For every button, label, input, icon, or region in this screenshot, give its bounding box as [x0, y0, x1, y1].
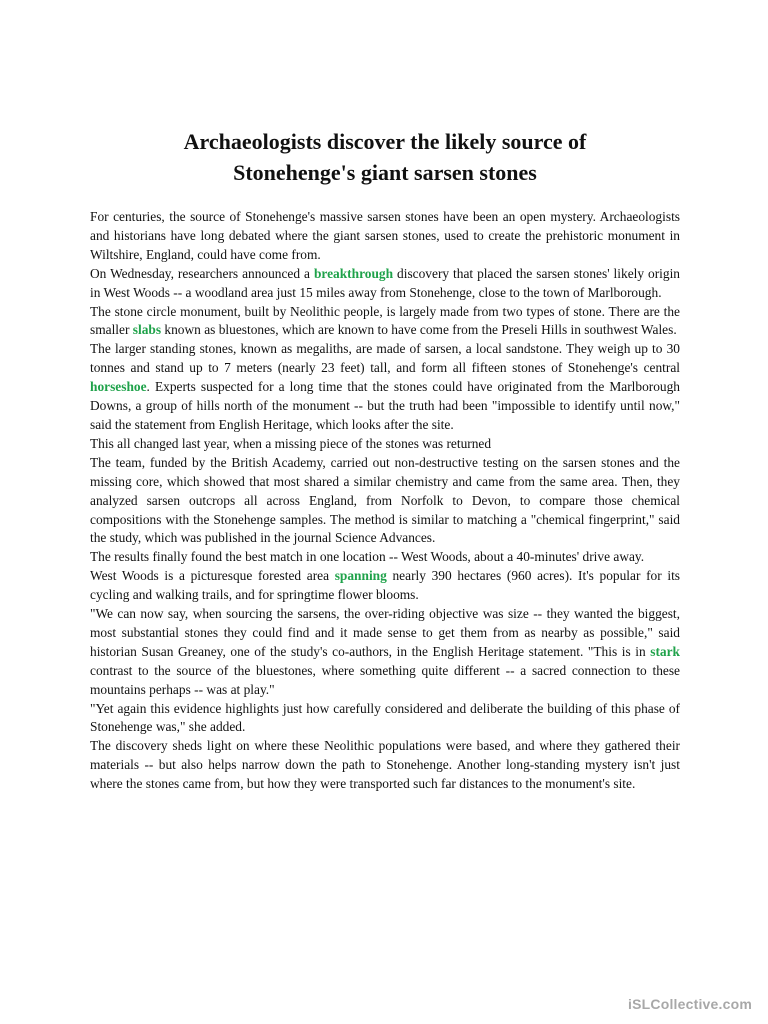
page-title: [90, 126, 680, 188]
paragraph-text: "We can now say, when sourcing the sarsens, the over-riding objective was size -- they wanted the biggest, most substantial stones they could find and it made sense to get them from as nearby as possible," said historian Susan Greaney, one of the study's co-authors, in the English Heritage statement. "This is in: [90, 606, 680, 659]
paragraph-text: known as bluestones, which are known to have come from the Preseli Hills in southwest Wales.: [161, 322, 677, 338]
paragraph-2: [90, 265, 680, 303]
vocab-word-breakthrough: breakthrough: [313, 265, 394, 281]
paragraph-text: The team, funded by the British Academy, carried out non-destructive testing on the sarsen stones and the missing core, which showed that most shared a similar chemistry and came from the same area. Then, they analyzed sarsen outcrops all across England, from Norfolk to Devon, to compare those chemical compositions with the Stonehenge samples. The method is similar to matching a "chemical fingerprint," said the study, which was published in the journal Science Advances.: [90, 454, 680, 546]
paragraph-3: [90, 303, 680, 341]
vocab-word-spanning: spanning: [334, 568, 387, 584]
paragraph-text: The stone circle monument, built by Neolithic people, is largely made from two types of stone. There are the smaller: [90, 303, 680, 338]
paragraph-1: [90, 208, 680, 265]
paragraph-6: [90, 454, 680, 549]
paragraph-10: [90, 700, 680, 738]
paragraph-text: discovery that placed the sarsen stones' likely origin in West Woods -- a woodland area just 15 miles away from Stonehenge, close to the town of Marlborough.: [90, 265, 680, 300]
paragraph-text: "Yet again this evidence highlights just how carefully considered and deliberate the building of this phase of Stonehenge was," she added.: [90, 700, 680, 735]
paragraph-text: West Woods is a picturesque forested area: [90, 568, 335, 584]
title-line-1: Archaeologists discover the likely source of: [183, 129, 587, 154]
paragraph-text: The larger standing stones, known as megaliths, are made of sarsen, a local sandstone. They weigh up to 30 tonnes and stand up to 7 meters (nearly 23 feet) tall, and form all fifteen stones of Stonehenge's central: [90, 341, 680, 376]
paragraph-text: nearly 390 hectares (960 acres). It's popular for its cycling and walking trails, and for springtime flower blooms.: [90, 568, 680, 603]
paragraph-9: [90, 605, 680, 700]
paragraph-11: [90, 737, 680, 794]
vocab-word-horseshoe: horseshoe: [90, 379, 147, 395]
paragraph-text: . Experts suspected for a long time that the stones could have originated from the Marlborough Downs, a group of hills north of the monument -- but the truth had been "impossible to identify until now," said the statement from English Heritage, which looks after the site.: [90, 379, 680, 432]
vocab-word-slabs: slabs: [132, 322, 162, 338]
paragraph-5: [90, 435, 680, 454]
paragraph-8: [90, 567, 680, 605]
paragraph-text: The results finally found the best match in one location -- West Woods, about a 40-minutes' drive away.: [90, 549, 645, 565]
paragraph-text: On Wednesday, researchers announced a: [90, 265, 314, 281]
paragraph-text: This all changed last year, when a missing piece of the stones was returned: [90, 435, 492, 451]
paragraph-text: contrast to the source of the bluestones, where something quite different -- a sacred connection to these mountains perhaps -- was at play.": [90, 662, 680, 697]
title-line-2: Stonehenge's giant sarsen stones: [233, 160, 537, 185]
vocab-word-stark: stark: [650, 643, 680, 659]
paragraph-text: The discovery sheds light on where these Neolithic populations were based, and where they gathered their materials -- but also helps narrow down the path to Stonehenge. Another long-standing mystery isn't just where the stones came from, but how they were transported such far distances to the monument's site.: [90, 738, 680, 792]
paragraph-text: For centuries, the source of Stonehenge's massive sarsen stones have been an open mystery. Archaeologists and historians have long debated where the giant sarsen stones, used to create the prehistoric monument in Wiltshire, England, could have come from.: [90, 209, 680, 262]
article-body: [90, 208, 680, 794]
paragraph-7: [90, 548, 680, 567]
site-watermark: iSLCollective.com: [628, 996, 752, 1012]
paragraph-4: [90, 340, 680, 435]
